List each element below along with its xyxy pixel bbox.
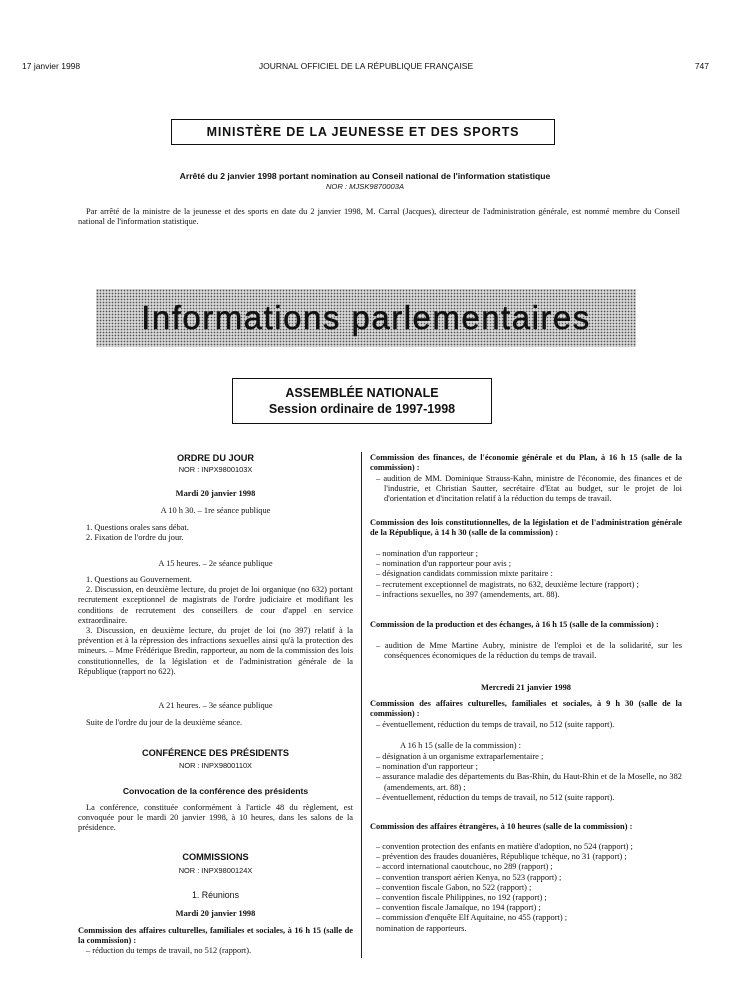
- arrete-title: Arrêté du 2 janvier 1998 portant nomination au Conseil national de l'information statistique: [179, 171, 551, 181]
- session1-list: [78, 523, 353, 543]
- list-item: – désignation candidats commission mixte paritaire :: [376, 569, 553, 579]
- list-item: 1. Questions au Gouvernement.: [86, 575, 192, 584]
- culturelles-heading: Commission des affaires culturelles, familiales et sociales, à 9 h 30 (salle de la commission) :: [370, 699, 682, 719]
- assembly-name: ASSEMBLÉE NATIONALE: [285, 386, 439, 400]
- culturelles-list: [370, 720, 682, 730]
- list-item: – accord international caoutchouc, no 289 (rapport) ;: [376, 862, 553, 872]
- conference-subtitle: Convocation de la conférence des présidents: [122, 786, 309, 796]
- production-list: [370, 641, 682, 661]
- banner-text: Informations parlementaires: [141, 298, 591, 336]
- assembly-box: [232, 378, 492, 424]
- list-item: 1. Questions orales sans débat.: [86, 523, 189, 532]
- list-item: nomination de rapporteurs.: [376, 923, 467, 933]
- list-item: – nomination d'un rapporteur ;: [376, 549, 478, 558]
- list-item: 2. Discussion, en deuxième lecture, du projet de loi organique (no 632) portant recrutement exceptionnel de magistrats de l'ordre judiciaire et modifiant les conditions de recrutement des conseillers de cour d'appel en service extraordinaire.: [78, 585, 353, 625]
- day2-heading: Mardi 20 janvier 1998: [175, 909, 256, 918]
- session1-heading: A 10 h 30. – 1re séance publique: [160, 506, 271, 515]
- list-item: – recrutement exceptionnel de magistrats, no 632, deuxième lecture (rapport) ;: [376, 579, 639, 589]
- ordre-title: ORDRE DU JOUR: [176, 453, 255, 463]
- comm1-list: [78, 946, 353, 956]
- comm1-heading: Commission des affaires culturelles, familiales et sociales, à 16 h 15 (salle de la commission) :: [78, 926, 353, 946]
- list-item: – éventuellement, réduction du temps de travail, no 512 (suite rapport).: [376, 720, 615, 729]
- list-item: – audition de Mme Martine Aubry, ministre de l'emploi et de la solidarité, sur les conséquences économiques de la réduction du temps de travail.: [376, 641, 682, 661]
- list-item: – assurance maladie des départements du Bas-Rhin, du Haut-Rhin et de la Moselle, no 382 (amendements, art. 88) ;: [376, 772, 682, 792]
- lois-heading: Commission des lois constitutionnelles, de la législation et de l'administration générale de la République, à 14 h 30 (salle de la commission) :: [370, 518, 682, 538]
- list-item: – convention fiscale Gabon, no 522 (rapport) ;: [376, 882, 532, 892]
- lois-list: [370, 549, 682, 600]
- list-item: – convention fiscale Philippines, no 192 (rapport) ;: [376, 893, 547, 903]
- finances-list: [370, 474, 682, 505]
- arrete-body: Par arrêté de la ministre de la jeunesse et des sports en date du 2 janvier 1998, M. Carral (Jacques), directeur de l'administration générale, est nommé membre du Conseil national de l'information statistique.: [78, 207, 680, 227]
- day3-heading: Mercredi 21 janvier 1998: [480, 683, 571, 692]
- conference-title: CONFÉRENCE DES PRÉSIDENTS: [141, 748, 290, 758]
- list-item: – réduction du temps de travail, no 512 (rapport).: [86, 946, 252, 955]
- list-item: – convention transport aérien Kenya, no 523 (rapport) ;: [376, 872, 562, 882]
- arrete-nor: NOR : MJSK9870003A: [325, 182, 405, 191]
- commissions-title: COMMISSIONS: [182, 852, 249, 862]
- journal-title: JOURNAL OFFICIEL DE LA RÉPUBLIQUE FRANÇAISE: [258, 61, 474, 71]
- conference-nor: NOR : INPX9800110X: [179, 761, 252, 770]
- etrangeres-list: [370, 842, 682, 934]
- etrangeres-heading: Commission des affaires étrangères, à 10 heures (salle de la commission) :: [370, 822, 633, 831]
- conference-body: La conférence, constituée conformément à l'article 48 du règlement, est convoquée pour le mardi 20 janvier 1998, à 10 heures, dans les salons de la présidence.: [78, 803, 353, 833]
- list-item: – nomination d'un rapporteur ;: [376, 762, 478, 772]
- session2-heading: A 15 heures. – 2e séance publique: [158, 559, 273, 568]
- header-date: 17 janvier 1998: [22, 61, 81, 71]
- list-item: 3. Discussion, en deuxième lecture, du projet de loi (no 397) relatif à la prévention et à la répression des infractions sexuelles ainsi qu'à la protection des mineurs. – Mme Frédérique Bredin, rapporteur, au nom de la commission des lois constitutionnelles, de la législation et de l'administration générale de la République (rapport no 622).: [78, 626, 353, 676]
- session2-list: [78, 575, 353, 677]
- page-number: 747: [694, 61, 709, 71]
- list-item: 2. Fixation de l'ordre du jour.: [86, 533, 184, 543]
- list-item: – éventuellement, réduction du temps de travail, no 512 (suite rapport).: [376, 792, 615, 802]
- list-item: – audition de MM. Dominique Strauss-Kahn, ministre de l'économie, des finances et de l'industrie, et Christian Sautter, secrétaire d'Etat au budget, sur le projet de loi d'orientation et d'incitation relatif à la réduction du temps de travail.: [376, 474, 682, 504]
- ministry-heading: [171, 119, 555, 145]
- ordre-nor: NOR : INPX9800103X: [178, 465, 253, 474]
- session3-body: Suite de l'ordre du jour de la deuxième séance.: [86, 718, 243, 727]
- column-divider: [361, 452, 362, 958]
- finances-heading: Commission des finances, de l'économie générale et du Plan, à 16 h 15 (salle de la commission) :: [370, 453, 682, 473]
- list-item: – prévention des fraudes douanières, République tchèque, no 31 (rapport) ;: [376, 852, 627, 862]
- production-heading: Commission de la production et des échanges, à 16 h 15 (salle de la commission) :: [370, 620, 659, 629]
- section-banner: [96, 289, 636, 347]
- list-item: – commission d'enquête Elf Aquitaine, no 455 (rapport) ;: [376, 913, 568, 923]
- ministry-label: MINISTÈRE DE LA JEUNESSE ET DES SPORTS: [206, 124, 520, 139]
- day-heading: Mardi 20 janvier 1998: [175, 489, 256, 498]
- list-item: – infractions sexuelles, no 397 (amendements, art. 88).: [376, 589, 560, 599]
- commissions-nor: NOR : INPX9800124X: [178, 866, 253, 875]
- session-name: Session ordinaire de 1997-1998: [268, 402, 456, 416]
- list-item: – nomination d'un rapporteur pour avis ;: [376, 559, 512, 569]
- session3-heading: A 21 heures. – 3e séance publique: [158, 701, 273, 710]
- culturelles-subheading: A 16 h 15 (salle de la commission) :: [400, 741, 521, 750]
- list-item: – convention fiscale Jamaïque, no 194 (rapport) ;: [376, 903, 541, 913]
- reunions-heading: 1. Réunions: [192, 890, 239, 900]
- list-item: – désignation à un organisme extraparlementaire ;: [376, 752, 544, 761]
- list-item: – convention protection des enfants en matière d'adoption, no 524 (rapport) ;: [376, 842, 633, 851]
- culturelles-list-2: [370, 752, 682, 803]
